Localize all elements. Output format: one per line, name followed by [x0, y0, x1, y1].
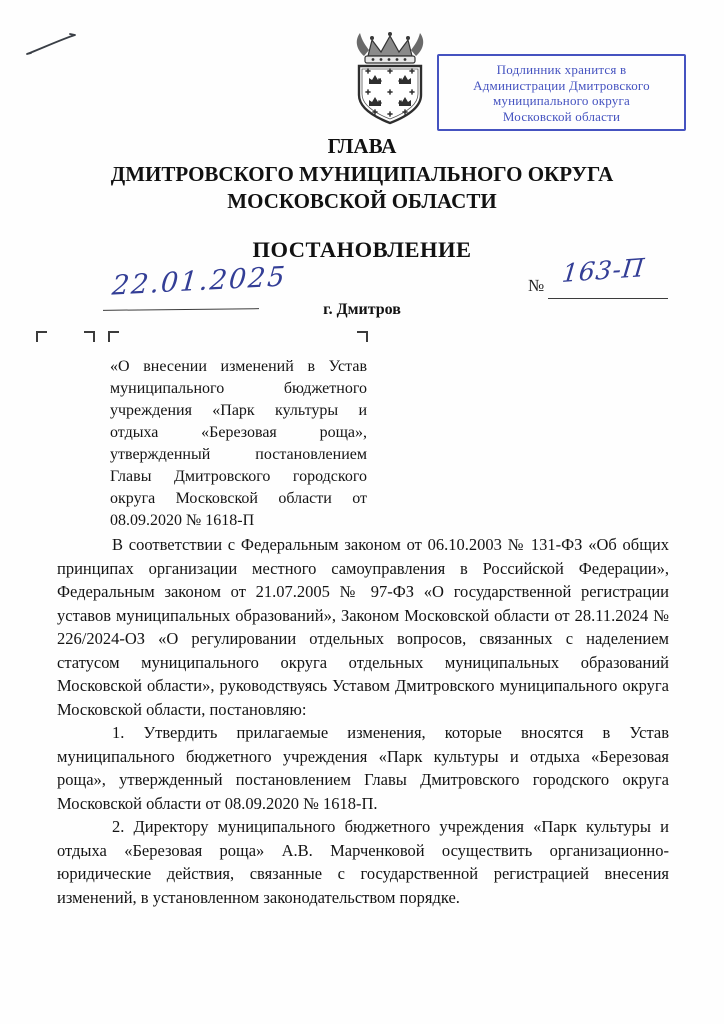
number-handwritten-value: 163-П — [560, 252, 647, 289]
number-underline — [548, 298, 668, 299]
authority-line-3: МОСКОВСКОЙ ОБЛАСТИ — [227, 189, 497, 213]
date-handwritten-value: 22.01.2025 — [110, 261, 288, 302]
doc-type-title: ПОСТАНОВЛЕНИЕ — [252, 237, 472, 262]
corner-mark-1 — [36, 331, 47, 342]
document-body — [57, 533, 669, 909]
pen-stroke-mark — [24, 31, 80, 57]
authority-line-2: ДМИТРОВСКОГО МУНИЦИПАЛЬНОГО ОКРУГА — [110, 161, 614, 186]
coat-of-arms-icon — [348, 29, 432, 129]
stamp-line-2: Администрации Дмитровского — [473, 77, 650, 93]
corner-mark-2 — [84, 331, 95, 342]
preamble-paragraph: В соответствии с Федеральным законом от 06.10.2003 № 131-ФЗ «Об общих принципах организации местного самоуправления в Российской Федерации», Федеральным законом от 21.07.2005 № 97-ФЗ «О государственной регистрации уставов муниципальных образований», Законом Московской области от 28.11.2024 № 226/2024-ОЗ «О регулировании отдельных вопросов, связанных с наделением статусом муниципального округа отдельных муниципальных образований Московской области», руководствуясь Уставом Дмитровского муниципального округа Московской области, постановляю: — [57, 535, 669, 719]
stamp-line-1: Подлинник хранится в — [496, 62, 627, 77]
place-line: г. Дмитров — [323, 301, 401, 318]
corner-mark-3 — [108, 331, 119, 342]
corner-mark-4 — [357, 331, 368, 342]
number-sign-label: № — [528, 276, 545, 295]
resolution-item-1: 1. Утвердить прилагаемые изменения, которые вносятся в Устав муниципального бюджетного учреждения «Парк культуры и отдыха «Березовая роща», утвержденный постановлением Главы Дмитровского городского округа Московской области от 08.09.2020 № 1618-П. — [57, 723, 669, 813]
stamp-line-3: муниципального округа — [493, 93, 630, 108]
authority-header — [0, 133, 724, 216]
stamp-line-4: Московской области — [502, 108, 621, 124]
authority-line-1: ГЛАВА — [327, 134, 397, 158]
subject-block: «О внесении изменений в Устав муниципального бюджетного учреждения «Парк культуры и отдыха «Березовая роща», утвержденный постановлением Главы Дмитровского городского округа Московской области от 08.09.2020 № 1618-П — [110, 358, 367, 529]
authenticity-stamp — [437, 54, 686, 131]
resolution-item-2: 2. Директору муниципального бюджетного учреждения «Парк культуры и отдыха «Березовая роща» А.В. Марченковой осуществить организационно-юридические действия, связанные с государственной регистрацией внесения изменений, в установленном законодательством порядке. — [57, 817, 669, 907]
